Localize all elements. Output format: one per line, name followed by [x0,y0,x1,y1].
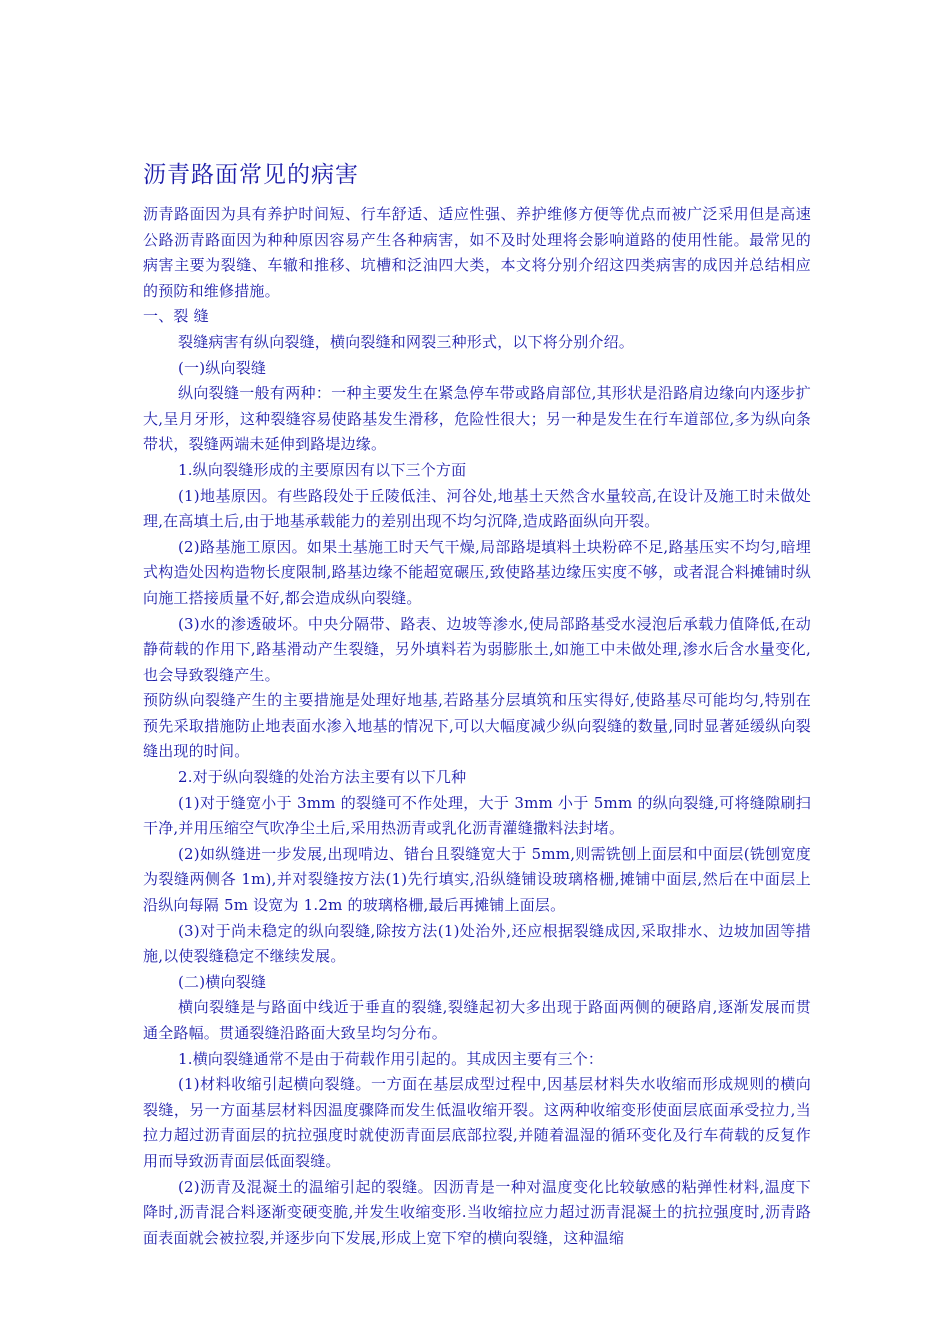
paragraph: (2)路基施工原因。如果土基施工时天气干燥,局部路堤填料土块粉碎不足,路基压实不均匀,暗埋式构造处因构造物长度限制,路基边缘不能超宽碾压,致使路基边缘压实度不够，或者混合料摊铺时纵向施工搭接质量不好,都会造成纵向裂缝。 [143,537,811,607]
document-title: 沥青路面常见的病害 [143,162,359,188]
document-page [143,160,811,1251]
paragraph: 横向裂缝是与路面中线近于垂直的裂缝,裂缝起初大多出现于路面两侧的硬路肩,逐渐发展而贯通全路幅。贯通裂缝沿路面大致呈均匀分布。 [143,998,811,1042]
paragraph: 1.纵向裂缝形成的主要原因有以下三个方面 [178,460,467,479]
paragraph: 一、裂 缝 [143,307,209,326]
paragraph: (2)如纵缝进一步发展,出现啃边、错台且裂缝宽大于 5mm,则需铣刨上面层和中面层(铣刨宽度为裂缝两侧各 1m),并对裂缝按方法(1)先行填实,沿纵缝铺设玻璃格栅,摊铺中面层,然后在中面层上沿纵向每隔 5m 设宽为 1.2m 的玻璃格栅,最后再摊铺上面层。 [143,844,811,915]
paragraph: (1)对于缝宽小于 3mm 的裂缝可不作处理，大于 3mm 小于 5mm 的纵向裂缝,可将缝隙刷扫干净,并用压缩空气吹净尘土后,采用热沥青或乳化沥青灌缝撒料法封堵。 [143,793,811,838]
paragraph: 预防纵向裂缝产生的主要措施是处理好地基,若路基分层填筑和压实得好,使路基尽可能均匀,特别在预先采取措施防止地表面水渗入地基的情况下,可以大幅度减少纵向裂缝的数量,同时显著延缓纵向裂缝出现的时间。 [143,691,811,761]
paragraph: (二)横向裂缝 [178,972,267,991]
paragraph: (3)对于尚未稳定的纵向裂缝,除按方法(1)处治外,还应根据裂缝成因,采取排水、边坡加固等措施,以使裂缝稳定不继续发展。 [143,921,811,966]
paragraph: (1)地基原因。有些路段处于丘陵低洼、河谷处,地基土天然含水量较高,在设计及施工时未做处理,在高填土后,由于地基承载能力的差别出现不均匀沉降,造成路面纵向开裂。 [143,486,811,531]
paragraph: (一)纵向裂缝 [178,358,267,377]
paragraph: 沥青路面因为具有养护时间短、行车舒适、适应性强、养护维修方便等优点而被广泛采用但是高速公路沥青路面因为种种原因容易产生各种病害，如不及时处理将会影响道路的使用性能。最常见的病害主要为裂缝、车辙和推移、坑槽和泛油四大类，本文将分别介绍这四类病害的成因并总结相应的预防和维修措施。 [143,205,811,300]
document-body [143,202,811,1251]
paragraph: (2)沥青及混凝土的温缩引起的裂缝。因沥青是一种对温度变化比较敏感的粘弹性材料,温度下降时,沥青混合料逐渐变硬变脆,并发生收缩变形.当收缩拉应力超过沥青混凝土的抗拉强度时,沥青路面表面就会被拉裂,并逐步向下发展,形成上宽下窄的横向裂缝，这种温缩 [143,1177,811,1247]
paragraph: (3)水的渗透破坏。中央分隔带、路表、边坡等渗水,使局部路基受水浸泡后承载力值降低,在动静荷载的作用下,路基滑动产生裂缝，另外填料若为弱膨胀土,如施工中未做处理,渗水后含水量变化,也会导致裂缝产生。 [143,614,811,684]
paragraph: 纵向裂缝一般有两种：一种主要发生在紧急停车带或路肩部位,其形状是沿路肩边缘向内逐步扩大,呈月牙形，这种裂缝容易使路基发生滑移，危险性很大；另一种是发生在行车道部位,多为纵向条带状，裂缝两端未延伸到路堤边缘。 [143,384,811,454]
paragraph: 2.对于纵向裂缝的处治方法主要有以下几种 [178,768,467,787]
paragraph: 裂缝病害有纵向裂缝，横向裂缝和网裂三种形式，以下将分别介绍。 [178,332,635,351]
paragraph: (1)材料收缩引起横向裂缝。一方面在基层成型过程中,因基层材料失水收缩而形成规则的横向裂缝，另一方面基层材料因温度骤降而发生低温收缩开裂。这两种收缩变形使面层底面承受拉力,当拉力超过沥青面层的抗拉强度时就使沥青面层底部拉裂,并随着温湿的循环变化及行车荷载的反复作用而导致沥青面层低面裂缝。 [143,1075,811,1170]
paragraph: 1.横向裂缝通常不是由于荷载作用引起的。其成因主要有三个： [178,1049,604,1068]
